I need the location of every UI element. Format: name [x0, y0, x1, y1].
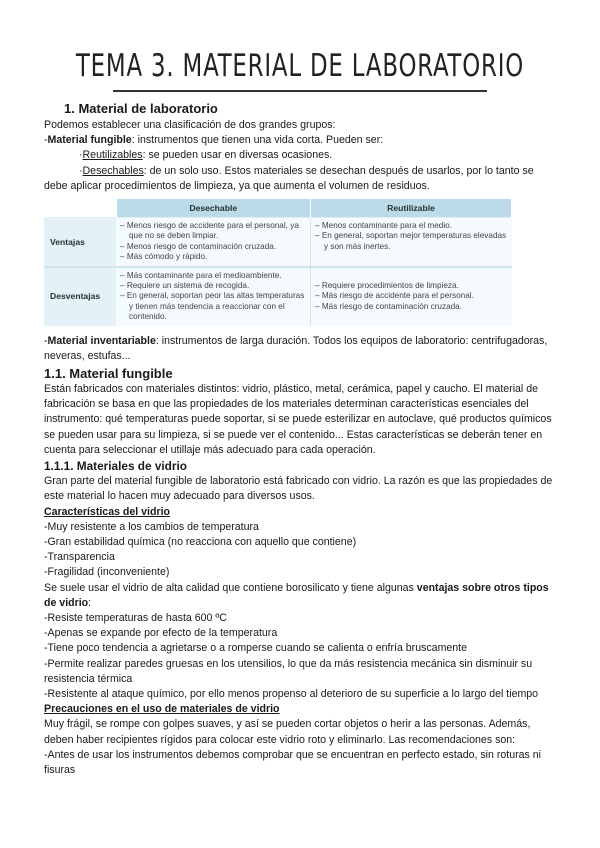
- caracteristicas-heading: Características del vidrio: [44, 505, 171, 518]
- table-list-item: – En general, soportan mejor temperaturas elevadas y son más inertes.: [315, 231, 507, 251]
- list-item: -Muy resistente a los cambios de temperatura: [44, 520, 259, 533]
- table-list-item: – Menos contaminante para el medio.: [315, 221, 452, 231]
- cell-desventajas-reutilizable: [311, 267, 512, 326]
- list-item: -Apenas se expande por efecto de la temperatura: [44, 627, 278, 640]
- table-list-item: – Más contaminante para el medioambiente.: [120, 270, 282, 280]
- section-1-1-1-text: Gran parte del material fungible de laboratorio está fabricado con vidrio. La razón es que las propiedades de este material lo hacen muy adecuado para diversos usos.: [44, 475, 553, 503]
- borosilicato-end: :: [88, 596, 92, 609]
- desechables-paragraph: [44, 164, 560, 194]
- section-1-1-1-heading: 1.1.1. Materiales de vidrio: [44, 459, 187, 474]
- document-body: [44, 100, 560, 778]
- list-item: -Antes de usar los instrumentos debemos comprobar que se encuentran en perfecto estado, sin roturas ni fisuras: [44, 748, 542, 776]
- row-header-desventajas: Desventajas: [44, 267, 116, 326]
- inv-prefix: -: [44, 334, 48, 347]
- reutilizables-text: : se pueden usar en diversas ocasiones.: [142, 149, 333, 162]
- list-item: -Tiene poco tendencia a agrietarse o a romperse cuando se calienta o enfría bruscamente: [44, 642, 468, 655]
- fungible-paragraph: [44, 133, 560, 148]
- table-list-item: – Más riesgo de accidente para el personal.: [315, 291, 474, 301]
- fungible-text: : instrumentos que tienen una vida corta. Pueden ser:: [131, 134, 384, 147]
- inventariable-text: : instrumentos de larga duración. Todos los equipos de laboratorio: centrifugadoras, neveras, estufas...: [44, 334, 548, 362]
- precauciones-heading: Precauciones en el uso de materiales de vidrio: [44, 703, 280, 716]
- table-corner: [44, 199, 116, 218]
- cell-ventajas-desechable: [116, 218, 311, 267]
- col-header-desechable: Desechable: [116, 199, 311, 218]
- table-list-item: – Más cómodo y rápido.: [120, 252, 208, 262]
- list-item: -Gran estabilidad química (no reacciona con aquello que contiene): [44, 535, 357, 548]
- cell-ventajas-reutilizable: [311, 218, 512, 267]
- table-list-item: – Requiere procedimientos de limpieza.: [315, 281, 459, 291]
- borosilicato-paragraph: [44, 581, 560, 611]
- cell-desventajas-desechable: [116, 267, 311, 326]
- precauciones-text: Muy frágil, se rompe con golpes suaves, y así se pueden cortar objetos o herir a las personas. Además, deben haber recipientes rígidos para colocar este vidrio roto y eliminarlo. Las recomendaciones son:: [44, 718, 531, 746]
- borosilicato-text: Se suele usar el vidrio de alta calidad que contiene borosilicato y tiene algunas: [44, 581, 417, 594]
- inventariable-paragraph: [44, 334, 560, 364]
- borosilicato-bold: ventajas sobre otros tipos de vidrio: [44, 581, 549, 609]
- list-item: -Permite realizar paredes gruesas en los utensilios, lo que da más resistencia mecánica sin disminuir su resistencia térmica: [44, 657, 533, 685]
- comparison-table: [44, 199, 512, 326]
- table-list-item: – Más riesgo de contaminación cruzada.: [315, 301, 462, 311]
- section-1-intro: Podemos establecer una clasificación de dos grandes grupos:: [44, 119, 336, 131]
- list-item: -Fragilidad (inconveniente): [44, 566, 170, 579]
- reutilizables-paragraph: [44, 148, 560, 163]
- fungible-term: Material fungible: [47, 134, 132, 147]
- list-item: -Transparencia: [44, 551, 115, 564]
- section-1-heading: 1. Material de laboratorio: [64, 101, 218, 116]
- desechables-term: Desechables: [82, 164, 144, 177]
- list-item: -Resistente al ataque químico, por ello menos propenso al deterioro de su superficie a lo largo del tiempo: [44, 687, 539, 700]
- reutil-prefix: ·: [79, 149, 83, 162]
- section-1-1-text: Están fabricados con materiales distintos: vidrio, plástico, metal, cerámica, papel y caucho. El material de fabricación se basa en que las propiedades de los materiales determinan características esenciales del instrumento: qué temperaturas puede soportar, si se puede esterilizar en autoclave, qué productos químicos se pueden usar para su limpieza, si se puede ver el contenido... Estas características se deberán tener en cuenta para seleccionar el utillaje más adecuado para cada operación.: [44, 383, 552, 456]
- table-list-item: – En general, soportan peor las altas temperaturas y tienen más tendencia a reaccionar con el contenido.: [120, 291, 305, 322]
- desechables-text: : de un solo uso. Estos materiales se desechan después de usarlos, por lo tanto se debe aplicar procedimientos de limpieza, ya que aumenta el volumen de residuos.: [44, 164, 534, 192]
- table-list-item: – Menos riesgo de accidente para el personal, ya que no se deben limpiar.: [120, 221, 299, 241]
- page-title: TEMA 3. MATERIAL DE LABORATORIO: [75, 48, 525, 84]
- col-header-reutilizable: Reutilizable: [311, 199, 512, 218]
- list-item: -Resiste temperaturas de hasta 600 ºC: [44, 611, 227, 624]
- title-underline: [113, 90, 487, 92]
- fungible-prefix: -: [44, 134, 48, 147]
- reutilizables-term: Reutilizables: [82, 149, 143, 162]
- desech-prefix: ·: [79, 164, 83, 177]
- section-1-1-heading: 1.1. Material fungible: [44, 366, 173, 382]
- table-list-item: – Requiere un sistema de recogida.: [120, 281, 250, 291]
- table-list-item: – Menos riesgo de contaminación cruzada.: [120, 241, 277, 251]
- row-header-ventajas: Ventajas: [44, 218, 116, 267]
- inventariable-term: Material inventariable: [47, 334, 156, 347]
